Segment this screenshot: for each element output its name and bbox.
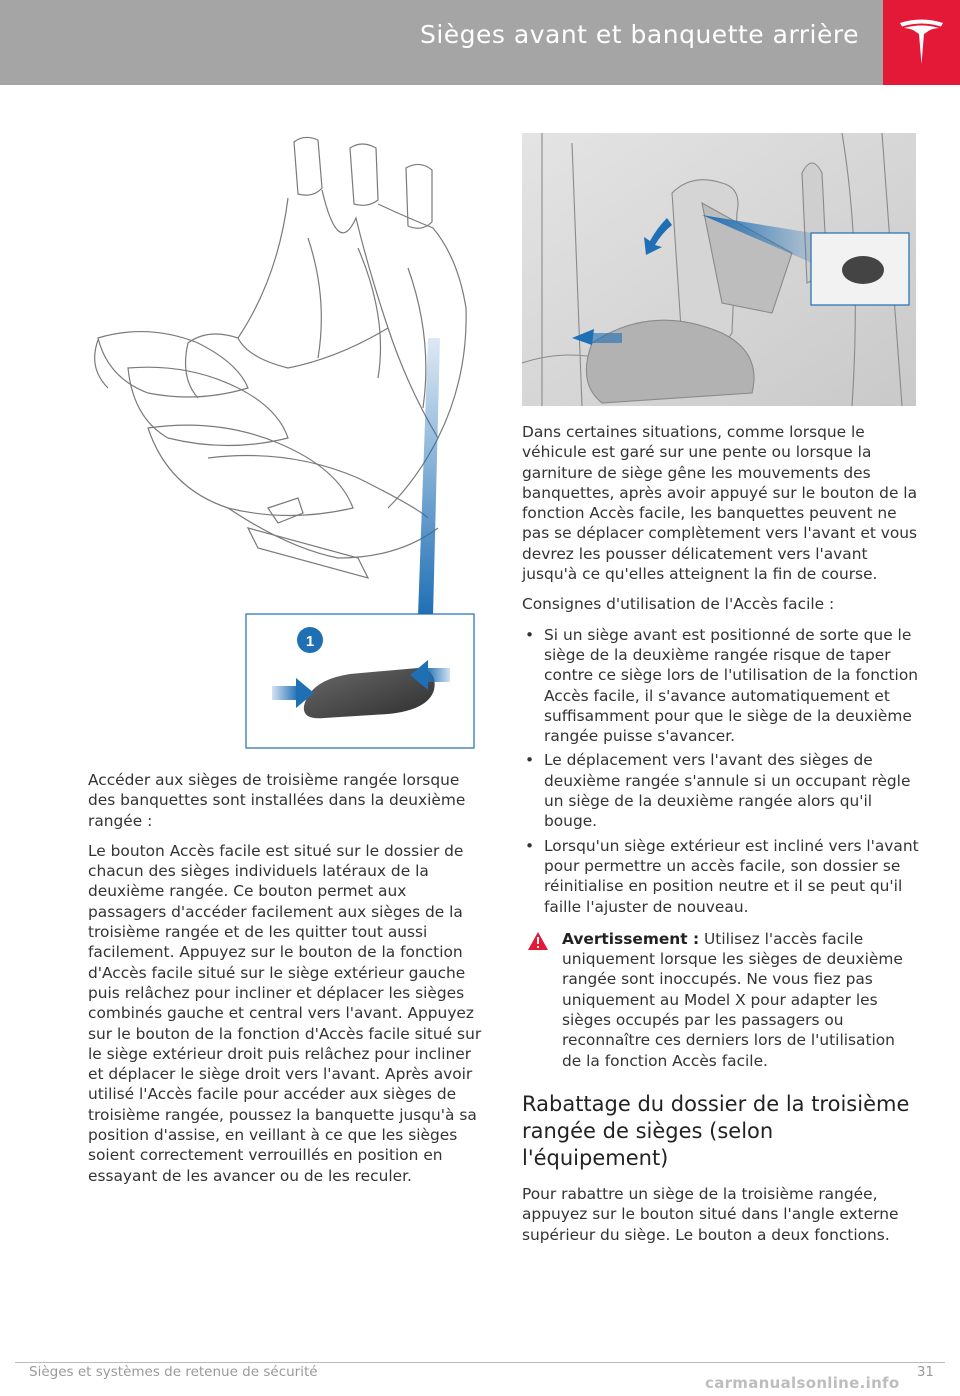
release-button-graphic: [842, 256, 884, 284]
watermark: carmanualsonline.info: [705, 1374, 900, 1392]
warning-text: Utilisez l'accès facile uniquement lorsque les sièges de deuxième rangée sont inoccupés. Ne vous fiez pas uniquement au Model X pour adapter les sièges occupés par les passagers ou reconnaître ces derniers lors de l'utilisation de la fonction Accès facile.: [562, 929, 903, 1070]
callout-number: 1: [305, 633, 315, 650]
instructions-list: [522, 625, 919, 917]
paragraph: Le bouton Accès facile est situé sur le dossier de chacun des sièges individuels latéraux de la deuxième rangée. Ce bouton permet aux passagers d'accéder facilement aux sièges de la troisième rangée et de les quitter tout aussi facilement. Appuyez sur le bouton de la fonction d'Accès facile situé sur le siège extérieur gauche puis relâchez pour incliner et déplacer les sièges combinés gauche et central vers l'avant. Appuyez sur le bouton de la fonction d'Accès facile situé sur le siège extérieur droit puis relâchez pour incliner et déplacer le siège droit vers l'avant. Après avoir utilisé l'Accès facile pour accéder aux sièges de troisième rangée, poussez la banquette jusqu'à sa position d'assise, en veillant à ce que les sièges soient correctement verrouillés en position en essayant de les avancer ou de les reculer.: [88, 841, 482, 1185]
paragraph: Pour rabattre un siège de la troisième rangée, appuyez sur le bouton situé dans l'angle externe supérieur du siège. Le bouton a deux fonctions.: [522, 1184, 899, 1244]
left-text-column: [88, 770, 483, 1196]
right-text-column: [522, 422, 919, 1255]
section-heading: Rabattage du dossier de la troisième rangée de sièges (selon l'équipement): [522, 1091, 910, 1170]
warning-triangle-icon: [528, 932, 548, 950]
page-number: 31: [916, 1364, 934, 1380]
warning-label: Avertissement :: [562, 929, 700, 948]
seats-illustration: [88, 128, 480, 753]
page-title: Sièges avant et banquette arrière: [419, 20, 859, 49]
brand-logo-box: [883, 0, 960, 85]
list-item: • Lorsqu'un siège extérieur est incliné vers l'avant pour permettre un accès facile, son dossier se réinitialise en position neutre et il se peut qu'il faille l'ajuster de nouveau.: [522, 836, 919, 917]
footer-divider: [15, 1362, 945, 1363]
tesla-logo: [898, 17, 945, 69]
header-bar: [0, 0, 883, 85]
footer-section-title: Sièges et systèmes de retenue de sécurité: [29, 1364, 318, 1380]
warning-box: [522, 929, 919, 1071]
seat-line-drawing: [95, 137, 466, 578]
list-item: • Le déplacement vers l'avant des sièges de deuxième rangée s'annule si un occupant règle un siège de la deuxième rangée alors qu'il bouge.: [522, 750, 919, 831]
paragraph: Dans certaines situations, comme lorsque le véhicule est garé sur une pente ou lorsque la garniture de siège gêne les mouvements des banquettes, après avoir appuyé sur le bouton de la fonction Accès facile, les banquettes peuvent ne pas se déplacer complètement vers l'avant et vous devrez les pousser délicatement vers l'avant jusqu'à ce qu'elles atteignent la fin de course.: [522, 423, 918, 584]
instructions-label: Consignes d'utilisation de l'Accès facile :: [522, 595, 835, 614]
third-row-photo: [522, 133, 916, 406]
list-item: • Si un siège avant est positionné de sorte que le siège de la deuxième rangée risque de taper contre ce siège lors de l'utilisation de la fonction Accès facile, il s'avance automatiquement et suffisamment pour que le siège de la deuxième rangée puisse s'avancer.: [522, 625, 919, 747]
paragraph: Accéder aux sièges de troisième rangée lorsque des banquettes sont installées dans la deuxième rangée :: [88, 771, 466, 830]
